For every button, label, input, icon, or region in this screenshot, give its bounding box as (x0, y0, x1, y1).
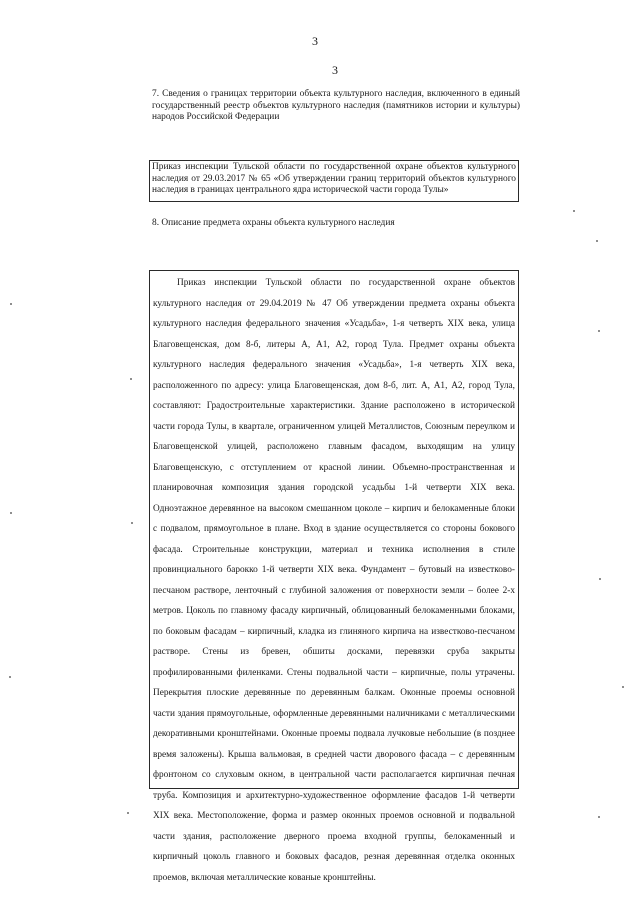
scan-speck (127, 812, 129, 814)
scan-speck (9, 676, 11, 678)
scan-speck (10, 512, 12, 514)
section-8-box (149, 270, 519, 883)
scan-speck (573, 210, 575, 212)
scan-speck (598, 330, 600, 332)
scan-speck (599, 578, 601, 580)
scan-speck (622, 686, 624, 688)
section-7-box-text: Приказ инспекции Тульской области по государственной охране объектов культурного наследия от 29.03.2017 № 65 «Об утверждении границ территорий объектов культурного наследия в границах центрального ядра исторической части города Тулы» (152, 162, 516, 195)
page-number-top: 3 (312, 34, 318, 48)
section-8-heading: 8. Описание предмета охраны объекта культурного наследия (152, 218, 395, 228)
scan-speck (131, 522, 133, 524)
page-number: 3 (332, 63, 338, 77)
section-8-box-text: Приказ инспекции Тульской области по государственной охране объектов культурного наследия от 29.04.2019 № 47 Об утверждении предмета охраны объекта культурного наследия федерального значения «Усадьба», 1-я четверть XIX века, улица Благовещенская, дом 8-б, литеры А, А1, А2, город Тула. Предмет охраны объекта культурного наследия федерального значения «Усадьба», 1-я четверть XIX века, расположенного по адресу: улица Благовещенская, дом 8-б, лит. А, А1, А2, город Тула, составляют: Градостроительные характеристики. Здание расположено в исторической части города Тулы, в квартале, ограниченном улицей Металлистов, Союзным переулком и Благовещенской улицей, расположено главным фасадом, выходящим на улицу Благовещенскую, с отступлением от красной линии. Объемно-пространственная и планировочная композиция здания городской усадьбы 1-й четверти XIX века. Одноэтажное деревянное на высоком смешанном цоколе – кирпич и белокаменные блоки с подвалом, прямоугольное в плане. Вход в здание осуществляется со стороны бокового фасада. Строительные конструкции, материал и техника исполнения в стиле провинциального барокко 1-й четверти XIX века. Фундамент – бутовый на известково-песчаном растворе, ленточный с глубиной заложения от поверхности земли – более 2-х метров. Цоколь по главному фасаду кирпичный, облицованный белокаменными блоками, по боковым фасадам – кирпичный, кладка из глиняного кирпича на известково-песчаном растворе. Стены из бревен, обшиты досками, перевязки сруба закрыты профилированными филенками. Стены подвальной части – кирпичные, полы утрачены. Перекрытия плоские деревянные по деревянным балкам. Оконные проемы основной части здания прямоугольные, оформленные деревянными наличниками с металлическими декоративными кронштейнами. Оконные проемы подвала лучковые небольшие (в позднее время заложены). Крыша вальмовая, в средней части дворового фасада – с деревянным фронтоном со слуховым окном, в центральной части располагается кирпичная печная труба. Композиция и архитектурно-художественное оформление фасадов 1-й четверти XIX века. Местоположение, форма и размер оконных проемов основной и подвальной части здания, расположение дверного проема входной группы, белокаменный и кирпичный цоколь главного и боковых фасадов, резная деревянная отделка оконных проемов, включая металлические кованые кронштейны. (153, 278, 515, 883)
scan-speck (598, 816, 600, 818)
scan-speck (596, 240, 598, 242)
section-7-heading: 7. Сведения о границах территории объекта культурного наследия, включенного в единый государственный реестр объектов культурного наследия (памятников истории и культуры) народов Российской Федерации (152, 89, 520, 122)
scan-speck (130, 378, 132, 380)
section-7-box (149, 160, 519, 202)
scan-speck (10, 303, 12, 305)
